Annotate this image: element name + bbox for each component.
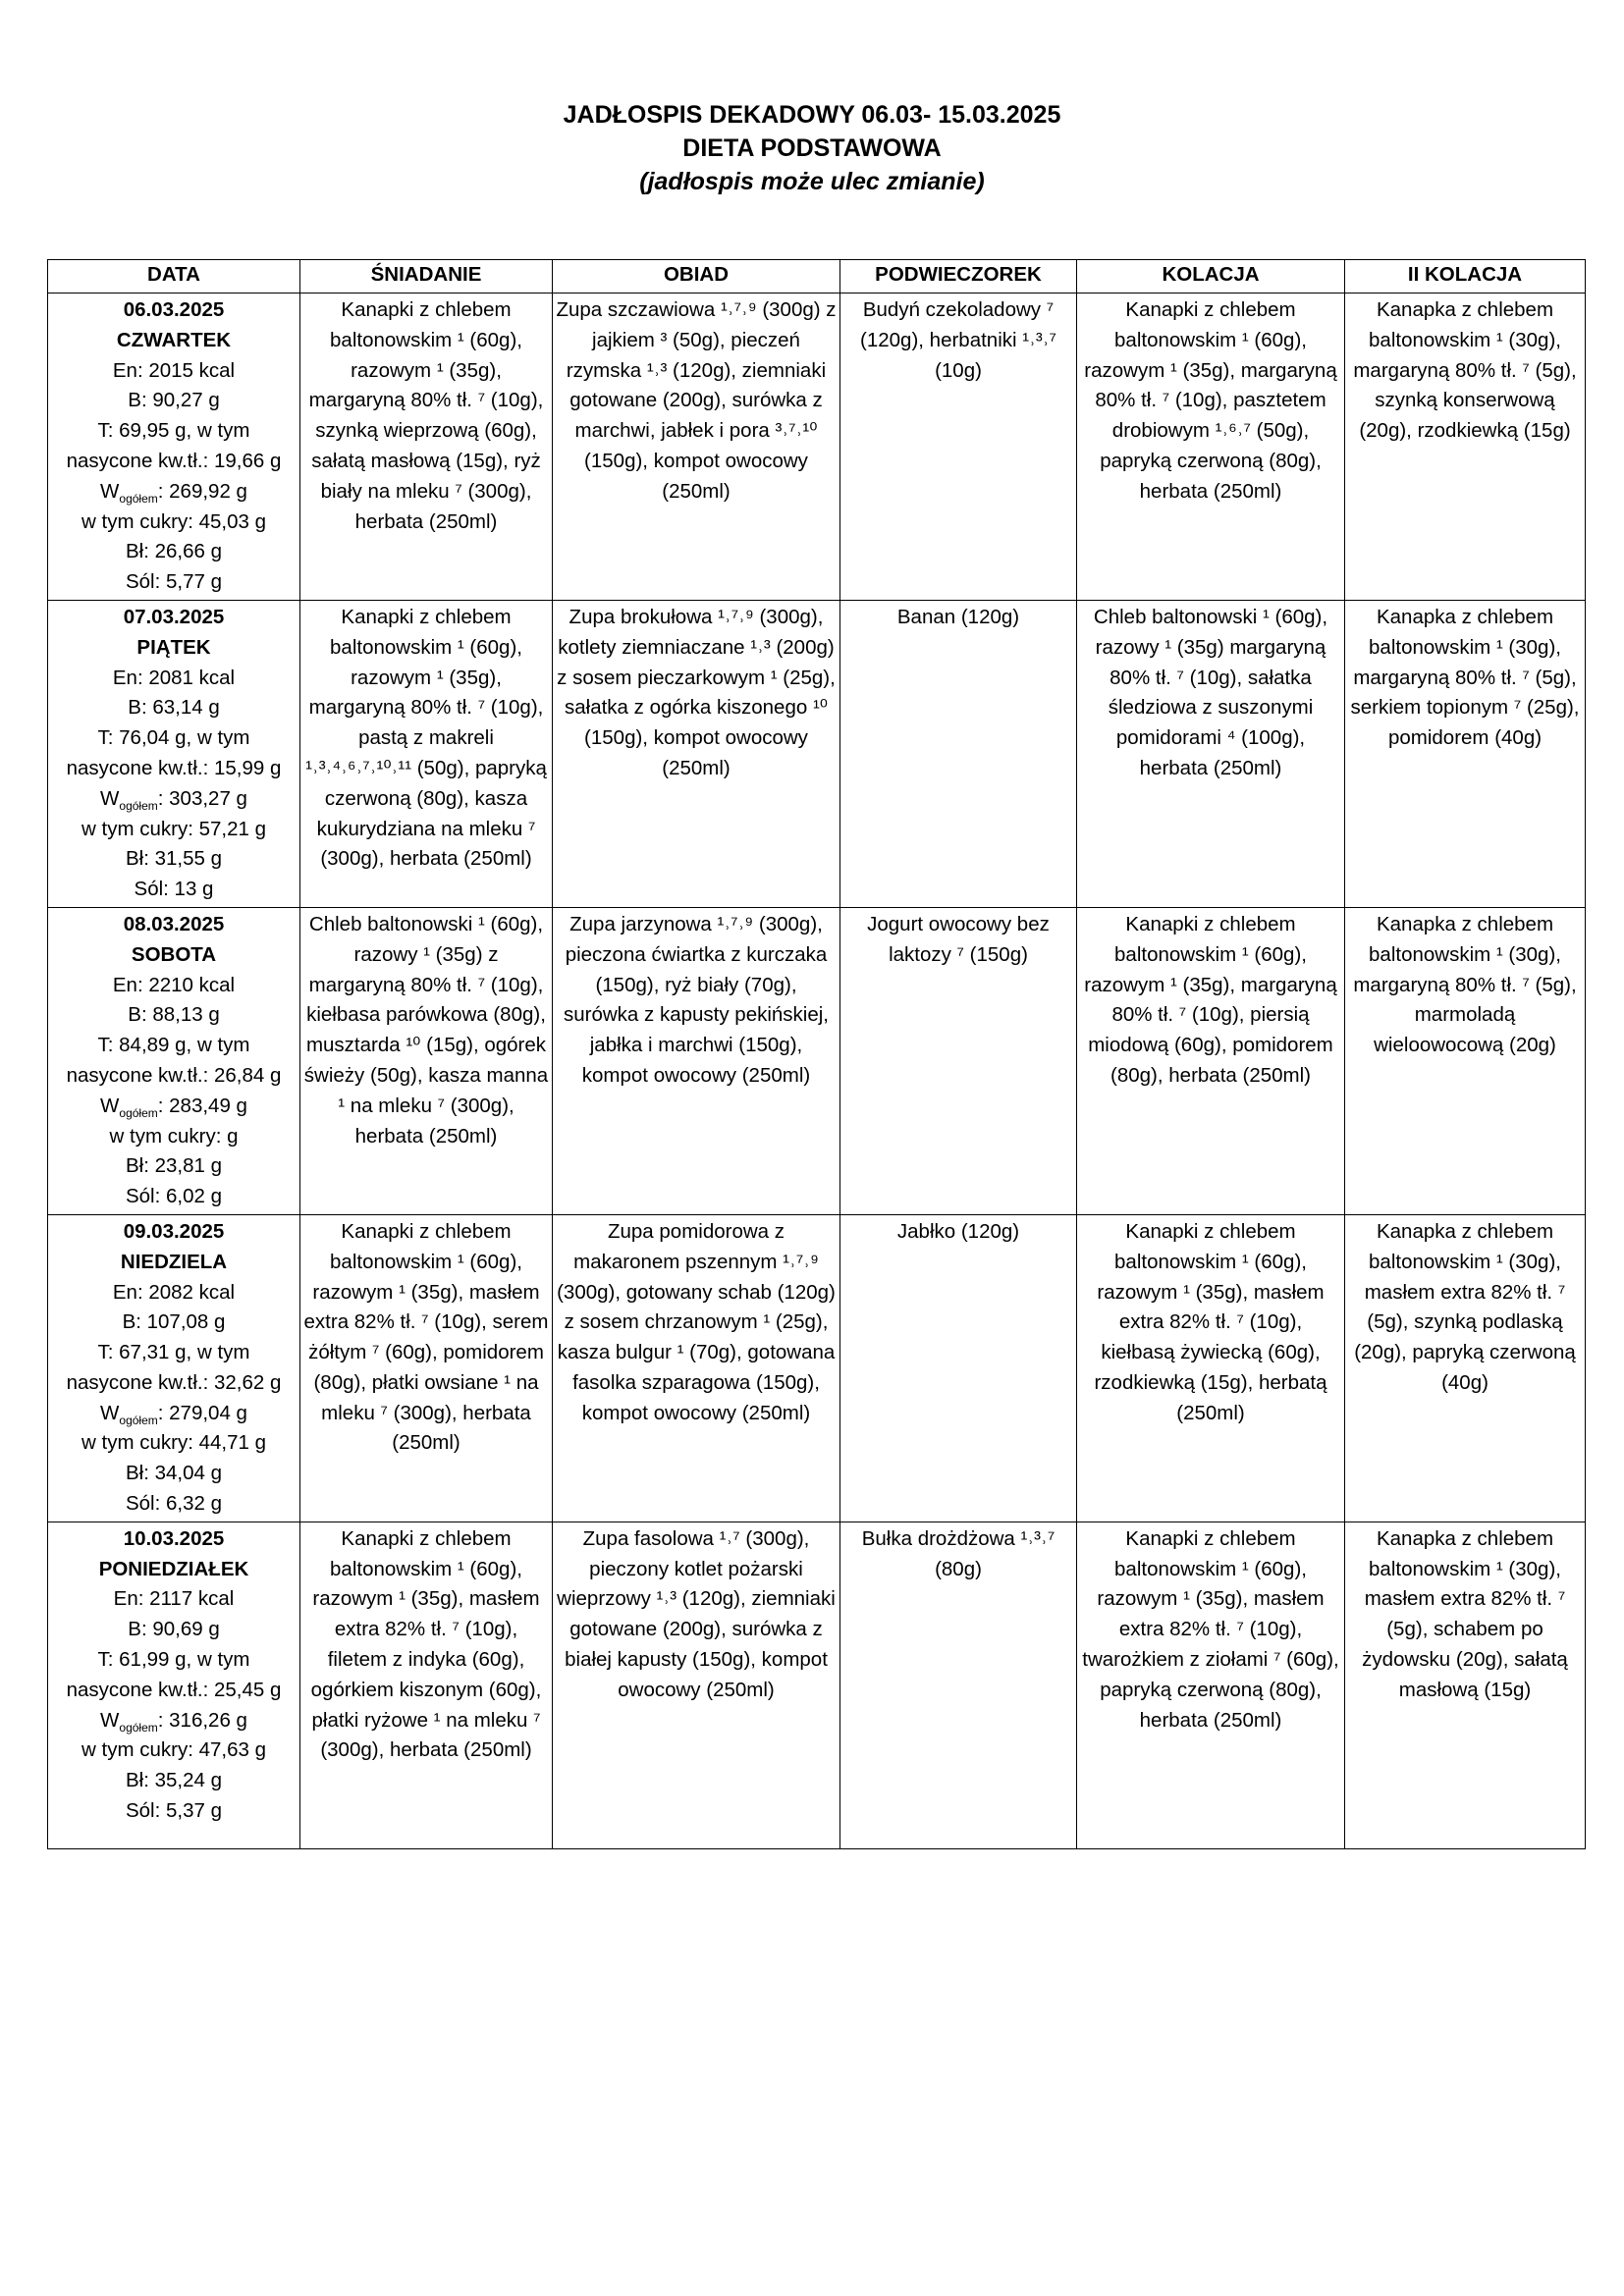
breakfast-cell bbox=[300, 294, 553, 601]
dinner-cell bbox=[1077, 294, 1345, 601]
nutrition-line: En: 2210 kcal bbox=[112, 973, 236, 996]
dinner-text: Kanapki z chlebem baltonowskim ¹ (60g), razowym ¹ (35g), masłem extra 82% tł. ⁷ (10g), twarożkiem z ziołami ⁷ (60g), papryką czerwoną (80g), herbata (250ml) bbox=[1082, 1526, 1339, 1732]
nutrition-line: Sól: 6,32 g bbox=[125, 1492, 222, 1516]
nutrition-line: B: 90,69 g bbox=[128, 1618, 220, 1641]
nutrition-line: En: 2015 kcal bbox=[112, 358, 236, 382]
nutrition-line: T: 69,95 g, w tym bbox=[97, 419, 250, 443]
day-cell bbox=[48, 1522, 300, 1848]
lunch-text: Zupa brokułowa ¹˒⁷˒⁹ (300g), kotlety ziemniaczane ¹˒³ (200g) z sosem pieczarkowym ¹ (25g), sałatka z ogórka kiszonego ¹⁰ (150g), kompot owocowy (250ml) bbox=[557, 605, 836, 779]
day-date: 08.03.2025 bbox=[123, 912, 225, 935]
carbohydrates-line bbox=[51, 1092, 297, 1122]
second-dinner-text: Kanapka z chlebem baltonowskim ¹ (30g), masłem extra 82% tł. ⁷ (5g), szynką podlaską (20g), papryką czerwoną (40g) bbox=[1354, 1219, 1576, 1394]
document-header bbox=[0, 98, 1624, 198]
nutrition-line: Sól: 6,02 g bbox=[125, 1185, 222, 1208]
lunch-cell bbox=[553, 907, 840, 1214]
carbohydrates-label-sub: ogółem bbox=[119, 491, 158, 506]
carbohydrates-label-sub: ogółem bbox=[119, 1105, 158, 1120]
column-header-lunch: OBIAD bbox=[553, 260, 840, 294]
nutrition-line: nasycone kw.tł.: 19,66 g bbox=[66, 449, 282, 472]
day-cell bbox=[48, 1214, 300, 1522]
second-dinner-text: Kanapka z chlebem baltonowskim ¹ (30g), masłem extra 82% tł. ⁷ (5g), schabem po żydowsku (20g), sałatą masłową (15g) bbox=[1362, 1526, 1568, 1701]
carbohydrates-value: : 279,04 g bbox=[157, 1401, 247, 1424]
nutrition-line: B: 107,08 g bbox=[122, 1310, 226, 1334]
lunch-cell bbox=[553, 1214, 840, 1522]
breakfast-text: Kanapki z chlebem baltonowskim ¹ (60g), razowym ¹ (35g), margaryną 80% tł. ⁷ (10g), szynką wieprzową (60g), sałatą masłową (15g), ryż biały na mleku ⁷ (300g), herbata (250ml) bbox=[308, 298, 544, 533]
lunch-cell bbox=[553, 600, 840, 907]
nutrition-line: w tym cukry: 45,03 g bbox=[81, 509, 266, 533]
day-date: 10.03.2025 bbox=[123, 1526, 225, 1550]
table-row bbox=[48, 1522, 1586, 1848]
column-header-date: DATA bbox=[48, 260, 300, 294]
nutrition-line: Sól: 5,77 g bbox=[125, 570, 222, 594]
snack-cell bbox=[840, 907, 1077, 1214]
nutrition-line: Bł: 26,66 g bbox=[125, 540, 222, 563]
nutrition-line: Bł: 31,55 g bbox=[125, 847, 222, 871]
snack-text: Banan (120g) bbox=[896, 605, 1020, 628]
dinner-cell bbox=[1077, 600, 1345, 907]
nutrition-line: T: 76,04 g, w tym bbox=[97, 726, 250, 750]
carbohydrates-line bbox=[51, 477, 297, 507]
carbohydrates-label: W bbox=[100, 479, 120, 503]
carbohydrates-label: W bbox=[100, 786, 120, 810]
carbohydrates-label-sub: ogółem bbox=[119, 1413, 158, 1427]
day-date: 07.03.2025 bbox=[123, 605, 225, 628]
carbohydrates-line bbox=[51, 1706, 297, 1736]
breakfast-cell bbox=[300, 1214, 553, 1522]
nutrition-line: nasycone kw.tł.: 15,99 g bbox=[66, 756, 282, 779]
day-cell bbox=[48, 600, 300, 907]
snack-cell bbox=[840, 600, 1077, 907]
carbohydrates-value: : 269,92 g bbox=[157, 479, 247, 503]
carbohydrates-line bbox=[51, 784, 297, 815]
nutrition-line: En: 2081 kcal bbox=[112, 666, 236, 689]
breakfast-text: Kanapki z chlebem baltonowskim ¹ (60g), razowym ¹ (35g), masłem extra 82% tł. ⁷ (10g), filetem z indyka (60g), ogórkiem kiszonym (60g), płatki ryżowe ¹ na mleku ⁷ (300g), herbata (250ml) bbox=[310, 1526, 542, 1762]
dinner-text: Chleb baltonowski ¹ (60g), razowy ¹ (35g) margaryną 80% tł. ⁷ (10g), sałatka śledziowa z suszonymi pomidorami ⁴ (100g), herbata (250ml) bbox=[1093, 605, 1328, 779]
dinner-cell bbox=[1077, 1522, 1345, 1848]
breakfast-cell bbox=[300, 907, 553, 1214]
menu-table bbox=[47, 259, 1586, 1849]
second-dinner-cell bbox=[1345, 1214, 1586, 1522]
second-dinner-cell bbox=[1345, 907, 1586, 1214]
breakfast-cell bbox=[300, 600, 553, 907]
table-header-row bbox=[48, 260, 1586, 294]
nutrition-line: B: 90,27 g bbox=[128, 389, 220, 412]
lunch-text: Zupa jarzynowa ¹˒⁷˒⁹ (300g), pieczona ćwiartka z kurczaka (150g), ryż biały (70g), surówka z kapusty pekińskiej, jabłka i marchwi (150g), kompot owocowy (250ml) bbox=[563, 912, 830, 1087]
day-date: 06.03.2025 bbox=[123, 298, 225, 321]
lunch-text: Zupa fasolowa ¹˒⁷ (300g), pieczony kotlet pożarski wieprzowy ¹˒³ (120g), ziemniaki gotowane (200g), surówka z białej kapusty (150g), kompot owocowy (250ml) bbox=[557, 1526, 836, 1701]
column-header-dinner: KOLACJA bbox=[1077, 260, 1345, 294]
carbohydrates-label: W bbox=[100, 1094, 120, 1117]
second-dinner-text: Kanapka z chlebem baltonowskim ¹ (30g), margaryną 80% tł. ⁷ (5g), serkiem topionym ⁷ (25g), pomidorem (40g) bbox=[1350, 605, 1580, 750]
nutrition-line: Sól: 13 g bbox=[134, 878, 214, 901]
nutrition-line: T: 84,89 g, w tym bbox=[97, 1034, 250, 1057]
day-cell bbox=[48, 294, 300, 601]
table-row bbox=[48, 294, 1586, 601]
breakfast-text: Kanapki z chlebem baltonowskim ¹ (60g), razowym ¹ (35g), margaryną 80% tł. ⁷ (10g), pastą z makreli ¹˒³˒⁴˒⁶˒⁷˒¹⁰˒¹¹ (50g), papryką czerwoną (80g), kasza kukurydziana na mleku ⁷ (300g), herbata (250ml) bbox=[305, 605, 547, 871]
menu-body bbox=[48, 294, 1586, 1849]
carbohydrates-value: : 316,26 g bbox=[157, 1708, 247, 1732]
snack-text: Budyń czekoladowy ⁷ (120g), herbatniki ¹˒³˒⁷ (10g) bbox=[860, 298, 1056, 382]
lunch-cell bbox=[553, 294, 840, 601]
dinner-text: Kanapki z chlebem baltonowskim ¹ (60g), razowym ¹ (35g), masłem extra 82% tł. ⁷ (10g), kiełbasą żywiecką (60g), rzodkiewką (15g), herbatą (250ml) bbox=[1094, 1219, 1327, 1424]
breakfast-cell bbox=[300, 1522, 553, 1848]
day-name: NIEDZIELA bbox=[120, 1250, 228, 1273]
nutrition-line: En: 2117 kcal bbox=[113, 1587, 235, 1611]
carbohydrates-value: : 283,49 g bbox=[157, 1094, 247, 1117]
table-row bbox=[48, 907, 1586, 1214]
dinner-text: Kanapki z chlebem baltonowskim ¹ (60g), razowym ¹ (35g), margaryną 80% tł. ⁷ (10g), pasztetem drobiowym ¹˒⁶˒⁷ (50g), papryką czerwoną (80g), herbata (250ml) bbox=[1084, 298, 1337, 503]
nutrition-line: B: 63,14 g bbox=[128, 696, 220, 720]
diet-name: DIETA PODSTAWOWA bbox=[682, 134, 942, 162]
snack-text: Bułka drożdżowa ¹˒³˒⁷ (80g) bbox=[861, 1526, 1056, 1580]
nutrition-line: nasycone kw.tł.: 26,84 g bbox=[66, 1063, 282, 1087]
carbohydrates-label: W bbox=[100, 1708, 120, 1732]
page-title: JADŁOSPIS DEKADOWY 06.03- 15.03.2025 bbox=[563, 101, 1061, 129]
nutrition-line: w tym cukry: 44,71 g bbox=[81, 1431, 266, 1455]
second-dinner-text: Kanapka z chlebem baltonowskim ¹ (30g), margaryną 80% tł. ⁷ (5g), szynką konserwową (20g), rzodkiewką (15g) bbox=[1353, 298, 1577, 443]
carbohydrates-line bbox=[51, 1399, 297, 1429]
column-header-breakfast: ŚNIADANIE bbox=[300, 260, 553, 294]
nutrition-line: B: 88,13 g bbox=[128, 1003, 220, 1027]
second-dinner-text: Kanapka z chlebem baltonowskim ¹ (30g), margaryną 80% tł. ⁷ (5g), marmoladą wieloowocową (20g) bbox=[1353, 912, 1577, 1057]
nutrition-line: w tym cukry: 47,63 g bbox=[81, 1738, 266, 1762]
nutrition-line: nasycone kw.tł.: 25,45 g bbox=[66, 1678, 282, 1701]
nutrition-line: Bł: 23,81 g bbox=[125, 1154, 222, 1178]
nutrition-line: Bł: 35,24 g bbox=[125, 1769, 222, 1792]
second-dinner-cell bbox=[1345, 600, 1586, 907]
nutrition-line: w tym cukry: g bbox=[109, 1124, 239, 1148]
breakfast-text: Chleb baltonowski ¹ (60g), razowy ¹ (35g) z margaryną 80% tł. ⁷ (10g), kiełbasa parówkowa (80g), musztarda ¹⁰ (15g), ogórek świeży (50g), kasza manna ¹ na mleku ⁷ (300g), herbata (250ml) bbox=[303, 912, 549, 1148]
carbohydrates-value: : 303,27 g bbox=[157, 786, 247, 810]
column-header-second-dinner: II KOLACJA bbox=[1345, 260, 1586, 294]
carbohydrates-label: W bbox=[100, 1401, 120, 1424]
nutrition-line: T: 67,31 g, w tym bbox=[97, 1341, 250, 1364]
dinner-text: Kanapki z chlebem baltonowskim ¹ (60g), razowym ¹ (35g), margaryną 80% tł. ⁷ (10g), piersią miodową (60g), pomidorem (80g), herbata (250ml) bbox=[1084, 912, 1337, 1087]
nutrition-line: nasycone kw.tł.: 32,62 g bbox=[66, 1370, 282, 1394]
day-cell bbox=[48, 907, 300, 1214]
dinner-cell bbox=[1077, 1214, 1345, 1522]
dinner-cell bbox=[1077, 907, 1345, 1214]
nutrition-line: Bł: 34,04 g bbox=[125, 1462, 222, 1485]
lunch-text: Zupa pomidorowa z makaronem pszennym ¹˒⁷˒⁹ (300g), gotowany schab (120g) z sosem chrzanowym ¹ (25g), kasza bulgur ¹ (70g), gotowana fasolka szparagowa (150g), kompot owocowy (250ml) bbox=[557, 1219, 836, 1424]
day-name: PIĄTEK bbox=[136, 635, 211, 659]
column-header-snack: PODWIECZOREK bbox=[840, 260, 1077, 294]
day-name: SOBOTA bbox=[131, 942, 217, 966]
breakfast-text: Kanapki z chlebem baltonowskim ¹ (60g), razowym ¹ (35g), masłem extra 82% tł. ⁷ (10g), serem żółtym ⁷ (60g), pomidorem (80g), płatki owsiane ¹ na mleku ⁷ (300g), herbata (250ml) bbox=[303, 1219, 549, 1455]
carbohydrates-label-sub: ogółem bbox=[119, 1720, 158, 1735]
lunch-text: Zupa szczawiowa ¹˒⁷˒⁹ (300g) z jajkiem ³ (50g), pieczeń rzymska ¹˒³ (120g), ziemniaki gotowane (200g), surówka z marchwi, jabłek i pora ³˒⁷˒¹⁰ (150g), kompot owocowy (250ml) bbox=[556, 298, 837, 503]
second-dinner-cell bbox=[1345, 294, 1586, 601]
nutrition-line: w tym cukry: 57,21 g bbox=[81, 817, 266, 840]
snack-text: Jabłko (120g) bbox=[896, 1219, 1020, 1243]
lunch-cell bbox=[553, 1522, 840, 1848]
table-row bbox=[48, 1214, 1586, 1522]
day-date: 09.03.2025 bbox=[123, 1219, 225, 1243]
day-name: CZWARTEK bbox=[116, 328, 232, 351]
table-row bbox=[48, 600, 1586, 907]
snack-text: Jogurt owocowy bez laktozy ⁷ (150g) bbox=[867, 912, 1050, 966]
snack-cell bbox=[840, 1522, 1077, 1848]
day-name: PONIEDZIAŁEK bbox=[98, 1557, 249, 1580]
nutrition-line: T: 61,99 g, w tym bbox=[97, 1648, 250, 1672]
nutrition-line: Sól: 5,37 g bbox=[125, 1799, 222, 1823]
nutrition-line: En: 2082 kcal bbox=[112, 1280, 236, 1304]
snack-cell bbox=[840, 294, 1077, 601]
second-dinner-cell bbox=[1345, 1522, 1586, 1848]
change-note: (jadłospis może ulec zmianie) bbox=[639, 168, 985, 195]
snack-cell bbox=[840, 1214, 1077, 1522]
carbohydrates-label-sub: ogółem bbox=[119, 798, 158, 813]
